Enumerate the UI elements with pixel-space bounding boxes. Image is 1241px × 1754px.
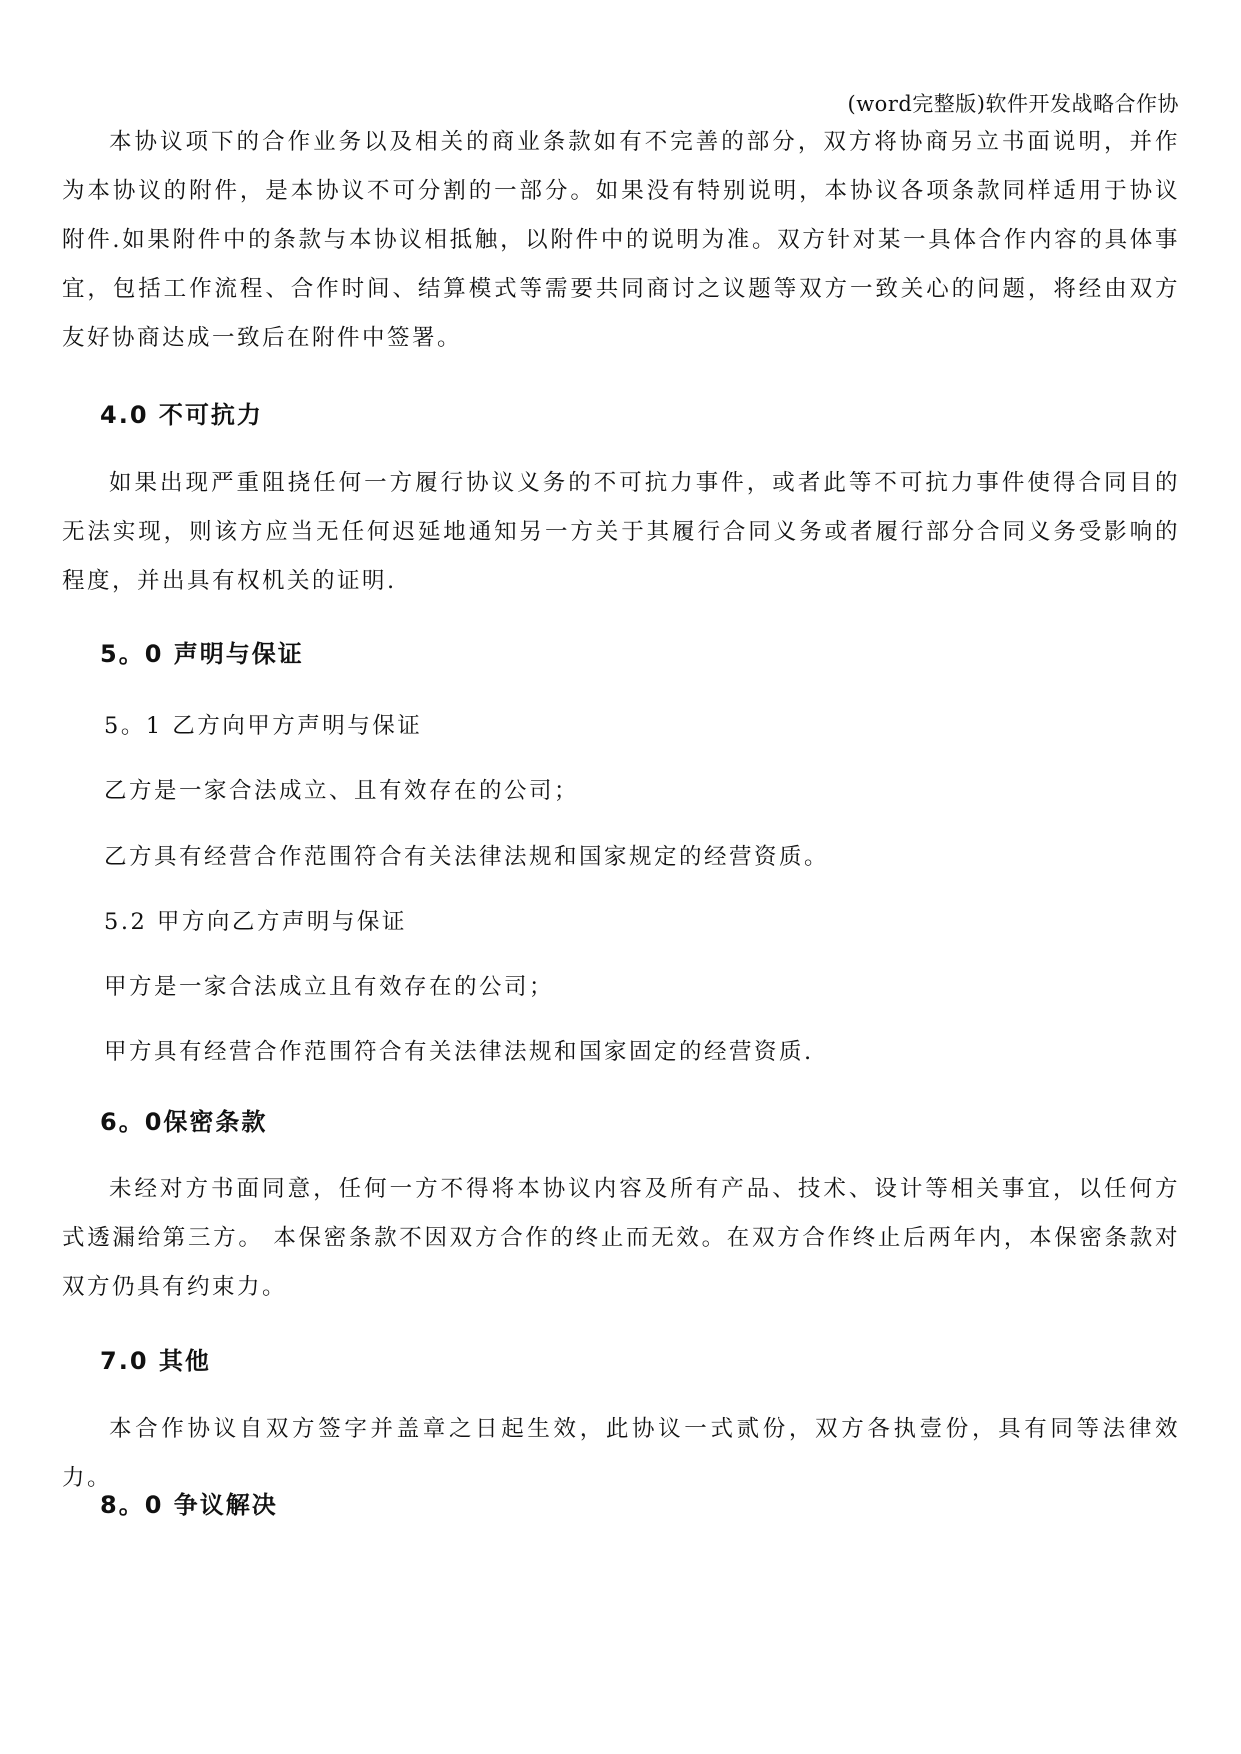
section-5-1-item-1: 乙方是一家合法成立、且有效存在的公司；: [104, 778, 580, 804]
section-8-heading: 8。0 争议解决: [100, 1491, 278, 1519]
section-5-2-title: 5.2 甲方向乙方声明与保证: [104, 909, 407, 935]
section-5-2-item-1: 甲方是一家合法成立且有效存在的公司；: [104, 974, 555, 1000]
section-6-paragraph: 未经对方书面同意，任何一方不得将本协议内容及所有产品、技术、设计等相关事宜，以任何方式透漏给第三方。 本保密条款不因双方合作的终止而无效。在双方合作终止后两年内，本保密条款对双方仍具有约束力。: [62, 1176, 1180, 1300]
section-7-heading: 7.0 其他: [100, 1347, 211, 1375]
section-5-1-title: 5。1 乙方向甲方声明与保证: [104, 713, 423, 739]
section-5-heading: 5。0 声明与保证: [100, 640, 304, 668]
section-6-heading: 6。0保密条款: [100, 1108, 268, 1136]
running-header: (word完整版)软件开发战略合作协: [847, 92, 1179, 116]
intro-paragraph: 本协议项下的合作业务以及相关的商业条款如有不完善的部分，双方将协商另立书面说明，并作为本协议的附件，是本协议不可分割的一部分。如果没有特别说明，本协议各项条款同样适用于协议附件.如果附件中的条款与本协议相抵触，以附件中的说明为准。双方针对某一具体合作内容的具体事宜，包括工作流程、合作时间、结算模式等需要共同商讨之议题等双方一致关心的问题，将经由双方友好协商达成一致后在附件中签署。: [62, 129, 1180, 351]
section-4-paragraph: 如果出现严重阻挠任何一方履行协议义务的不可抗力事件，或者此等不可抗力事件使得合同目的无法实现，则该方应当无任何迟延地通知另一方关于其履行合同义务或者履行部分合同义务受影响的程度，并出具有权机关的证明.: [62, 470, 1180, 594]
section-5-2-item-2: 甲方具有经营合作范围符合有关法律法规和国家固定的经营资质.: [104, 1039, 814, 1065]
section-5-1-item-2: 乙方具有经营合作范围符合有关法律法规和国家规定的经营资质。: [104, 844, 830, 870]
section-7-paragraph: 本合作协议自双方签字并盖章之日起生效，此协议一式贰份，双方各执壹份，具有同等法律效力。: [62, 1416, 1180, 1491]
section-4-heading: 4.0 不可抗力: [100, 401, 263, 429]
